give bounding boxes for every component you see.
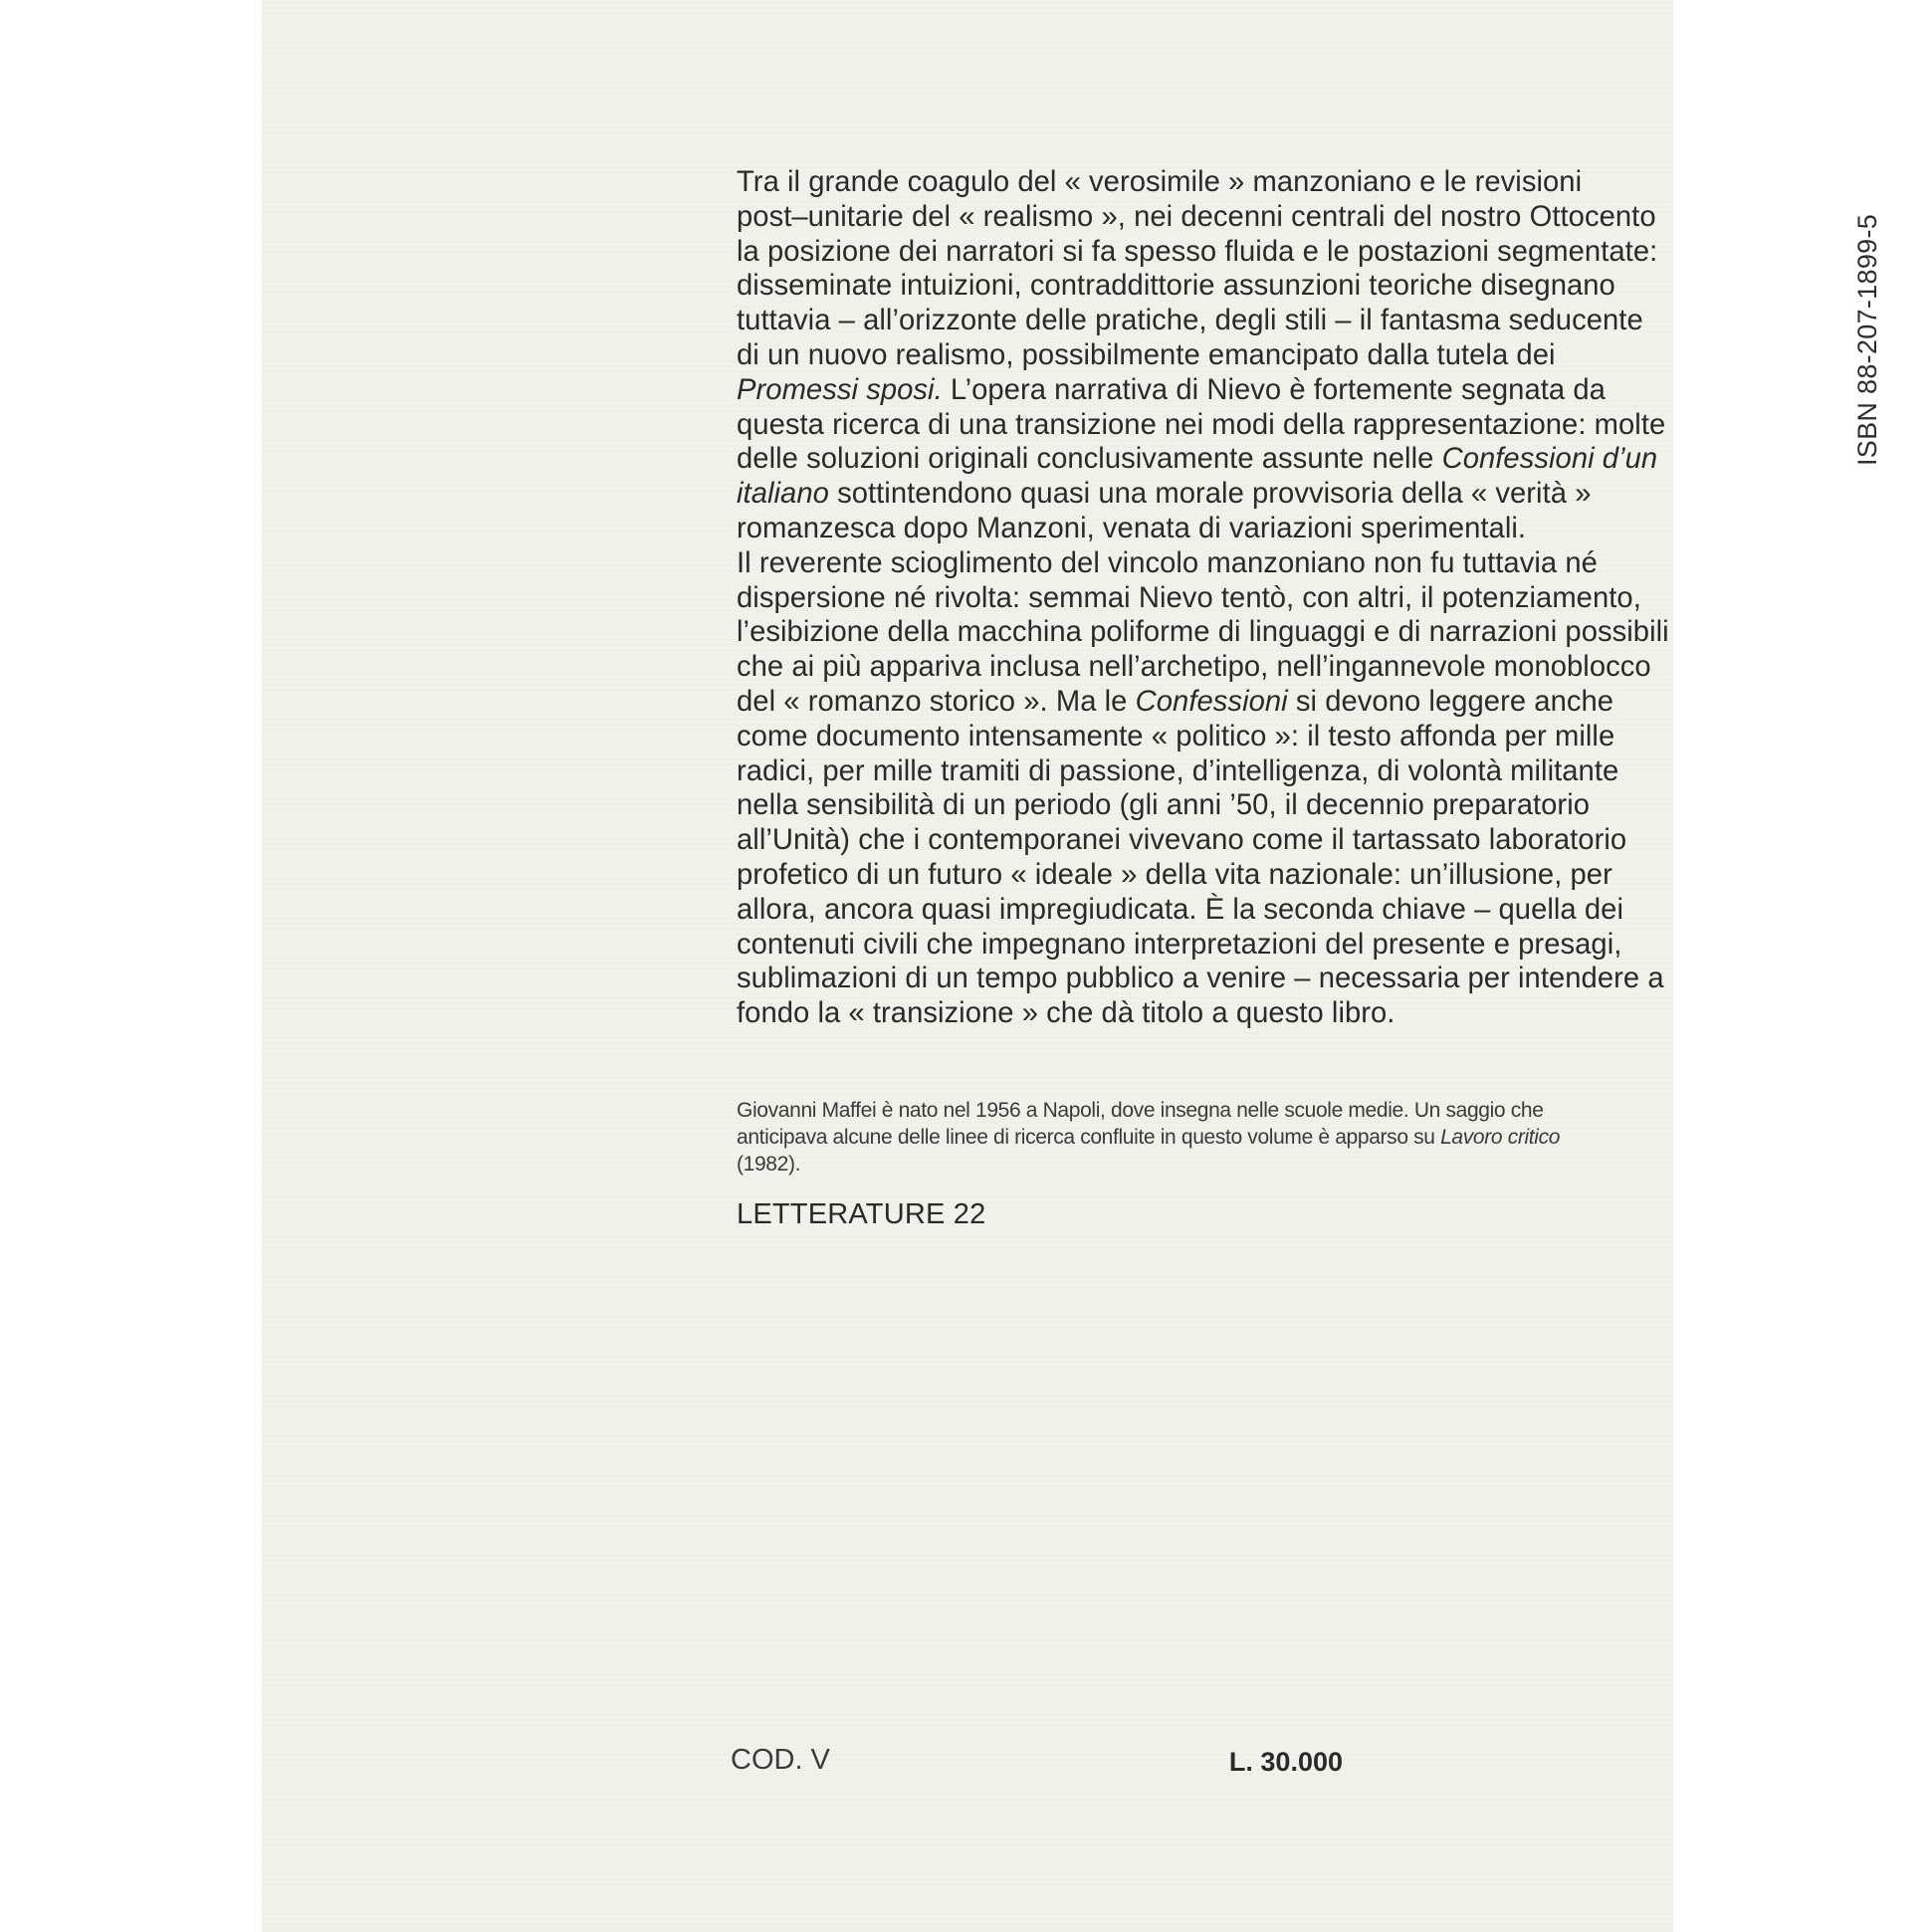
italic-title: Confessioni: [1135, 685, 1288, 718]
text-run: sublimazioni di un tempo pubblico a venire – necessaria per intendere a: [737, 963, 1664, 995]
blurb-text: [737, 165, 1841, 1031]
blurb-line: [737, 720, 1841, 754]
text-run: disseminate intuizioni, contraddittorie assunzioni teoriche disegnano: [737, 270, 1615, 303]
blurb-line: [737, 442, 1841, 477]
blurb-line: [737, 235, 1841, 270]
bio-line: [737, 1097, 1851, 1124]
blurb-line: [737, 581, 1841, 616]
text-run: anticipava alcune delle linee di ricerca confluite in questo volume è apparso su: [737, 1126, 1441, 1149]
blurb-line: [737, 615, 1841, 650]
blurb-line: [737, 858, 1841, 893]
blurb-line: [737, 269, 1841, 304]
text-run: che ai più appariva inclusa nell’archetipo, nell’ingannevole monoblocco: [737, 651, 1651, 684]
blurb-line: [737, 823, 1841, 858]
text-run: del « romanzo storico ». Ma le: [737, 685, 1136, 718]
text-run: l’esibizione della macchina poliforme di linguaggi e di narrazioni possibili: [737, 616, 1669, 649]
text-run: questa ricerca di una transizione nei modi della rappresentazione: molte: [737, 408, 1666, 441]
text-run: Il reverente scioglimento del vincolo manzoniano non fu tuttavia né: [737, 546, 1598, 579]
blurb-line: [737, 546, 1841, 581]
text-run: L’opera narrativa di Nievo è fortemente segnata da: [942, 373, 1606, 406]
blurb-line: [737, 165, 1841, 200]
text-run: post–unitarie del « realismo », nei decenni centrali del nostro Ottocento: [737, 200, 1656, 233]
blurb-line: [737, 996, 1841, 1031]
text-run: si devono leggere anche: [1287, 685, 1614, 718]
text-run: all’Unità) che i contemporanei vivevano come il tartassato laboratorio: [737, 824, 1627, 857]
blurb-line: [737, 304, 1841, 338]
blurb-line: [737, 893, 1841, 928]
bio-line: [737, 1124, 1851, 1151]
text-run: nella sensibilità di un periodo (gli anni ’50, il decennio preparatorio: [737, 789, 1591, 822]
text-run: fondo la « transizione » che dà titolo a questo libro.: [737, 997, 1395, 1030]
blurb-line: [737, 200, 1841, 235]
bio-line: [737, 1151, 1851, 1178]
product-code: COD. V: [731, 1744, 830, 1776]
price-label: L. 30.000: [1228, 1747, 1343, 1777]
isbn-label: ISBN 88-207-1899-5: [1852, 213, 1882, 466]
text-run: la posizione dei narratori si fa spesso fluida e le postazioni segmentate:: [737, 235, 1658, 268]
blurb-line: [737, 650, 1841, 685]
text-run: sottintendono quasi una morale provvisoria della « verità »: [828, 478, 1592, 511]
text-run: profetico di un futuro « ideale » della vita nazionale: un’illusione, per: [737, 858, 1612, 891]
blurb-line: [737, 685, 1841, 720]
italic-title: Lavoro critico: [1440, 1126, 1561, 1149]
text-run: dispersione né rivolta: semmai Nievo tentò, con altri, il potenziamento,: [737, 581, 1641, 614]
book-back-cover: [262, 0, 1882, 1932]
text-run: romanzesca dopo Manzoni, venata di variazioni sperimentali.: [737, 512, 1527, 544]
italic-title: Promessi sposi.: [737, 373, 943, 406]
text-run: di un nuovo realismo, possibilmente emancipato dalla tutela dei: [737, 338, 1556, 371]
blurb-line: [737, 512, 1841, 546]
text-run: tuttavia – all’orizzonte delle pratiche, degli stili – il fantasma seducente: [737, 305, 1643, 337]
text-run: delle soluzioni originali conclusivamente assunte nelle: [737, 443, 1442, 476]
blurb-line: [737, 788, 1841, 823]
text-run: contenuti civili che impegnano interpretazioni del presente e presagi,: [737, 928, 1622, 961]
text-run: radici, per mille tramiti di passione, d’intelligenza, di volontà militante: [737, 754, 1619, 787]
blurb-line: [737, 928, 1841, 963]
blurb-line: [737, 962, 1841, 996]
text-run: (1982).: [737, 1153, 801, 1176]
blurb-line: [737, 373, 1841, 408]
blurb-line: [737, 754, 1841, 789]
text-run: Tra il grande coagulo del « verosimile » manzoniano e le revisioni: [737, 166, 1583, 198]
text-run: allora, ancora quasi impregiudicata. È la seconda chiave – quella dei: [737, 893, 1623, 926]
author-bio: [737, 1097, 1851, 1178]
italic-title: italiano: [737, 478, 829, 511]
blurb-line: [737, 477, 1841, 512]
text-run: Giovanni Maffei è nato nel 1956 a Napoli, dove insegna nelle scuole medie. Un saggio che: [737, 1099, 1544, 1122]
italic-title: Confessioni d’un: [1441, 443, 1658, 476]
text-run: come documento intensamente « politico »: il testo affonda per mille: [737, 720, 1615, 752]
series-label: LETTERATURE 22: [737, 1198, 986, 1230]
blurb-line: [737, 408, 1841, 443]
blurb-line: [737, 338, 1841, 373]
